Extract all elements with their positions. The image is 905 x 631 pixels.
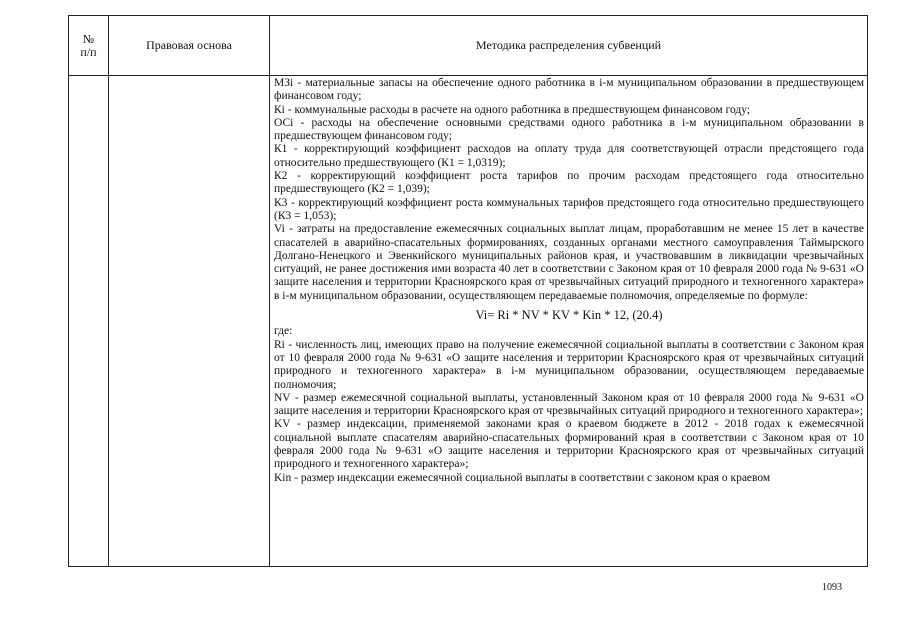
number-cell: [69, 76, 109, 567]
legal-basis-cell: [109, 76, 270, 567]
paragraph-where: где:: [274, 325, 293, 338]
paragraph-mz: МЗi - материальные запасы на обеспечение одного работника в i-м муниципальном образовании в предшествующем финансовом году;: [274, 77, 864, 103]
paragraph-k-utilities: Кi - коммунальные расходы в расчете на одного работника в предшествующем финансовом году;: [274, 103, 751, 116]
subvention-table: [68, 15, 868, 567]
paragraph-kin: Kin - размер индексации ежемесячной социальной выплаты в соответствии с законом края о краевом: [274, 471, 771, 484]
paragraph-ri: Ri - численность лиц, имеющих право на получение ежемесячной социальной выплаты в соответствии с Законом края от 10 февраля 2000 года № 9-631 «О защите населения и территории Красноярского края от чрезвычайных ситуаций природного и техногенного характера» в i-м муниципальном образовании, осуществляющем передаваемые полномочия;: [274, 338, 864, 391]
paragraph-kv: KV - размер индексации, применяемой законами края о краевом бюджете в 2012 - 2018 годах к ежемесячной социальной выплате спасателям аварийно-спасательных формирований края в соответствии с Законом края от 10 февраля 2000 года № 9-631 «О защите населения и территории Красноярского края от чрезвычайных ситуаций природного и техногенного характера»;: [274, 418, 864, 471]
paragraph-k1: К1 - корректирующий коэффициент расходов на оплату труда для соответствующей отрасли предстоящего года относительно предшествующего (К1 = 1,0319);: [274, 143, 864, 169]
formula-20-4: Vi= Ri * NV * KV * Kin * 12, (20.4): [475, 308, 663, 323]
header-legal-basis: Правовая основа: [109, 16, 270, 76]
paragraph-nv: NV - размер ежемесячной социальной выплаты, установленный Законом края от 10 февраля 2000 года № 9-631 «О защите населения и территории Красноярского края от чрезвычайных ситуаций природного и техногенного характера»;: [274, 391, 864, 418]
page-number: 1093: [822, 582, 842, 593]
paragraph-os: ОСi - расходы на обеспечение основными средствами одного работника в i-м муниципальном образовании в предшествующем финансовом году;: [274, 116, 864, 143]
table-row: [69, 76, 868, 567]
paragraph-vi: Vi - затраты на предоставление ежемесячных социальных выплат лицам, проработавшим не менее 15 лет в качестве спасателей в аварийно-спасательных формированиях, созданных органами местного самоуправления Таймырского Долгано-Ненецкого и Эвенкийского муниципальных районов края, и участвовавшим в ликвидации чрезвычайных ситуаций, не ранее достижения ими возраста 40 лет в соответствии с Законом края от 10 февраля 2000 года № 9-631 «О защите населения и территории Красноярского края от чрезвычайных ситуаций природного и техногенного характера» в i-м муниципальном образовании, осуществляющем передаваемые полномочия, определяемые по формуле:: [274, 223, 864, 302]
table-header-row: [69, 16, 868, 76]
header-number-label: № п/п: [80, 31, 97, 59]
paragraph-k2: К2 - корректирующий коэффициент роста тарифов по прочим расходам предстоящего года относительно предшествующего (К2 = 1,039);: [274, 170, 864, 196]
methodology-text: [270, 76, 867, 485]
paragraph-k3: К3 - корректирующий коэффициент роста коммунальных тарифов предстоящего года относительно предшествующего (К3 = 1,053);: [274, 196, 864, 222]
header-methodology: Методика распределения субвенций: [270, 16, 868, 76]
methodology-cell: [270, 76, 868, 567]
header-number: [69, 16, 109, 76]
